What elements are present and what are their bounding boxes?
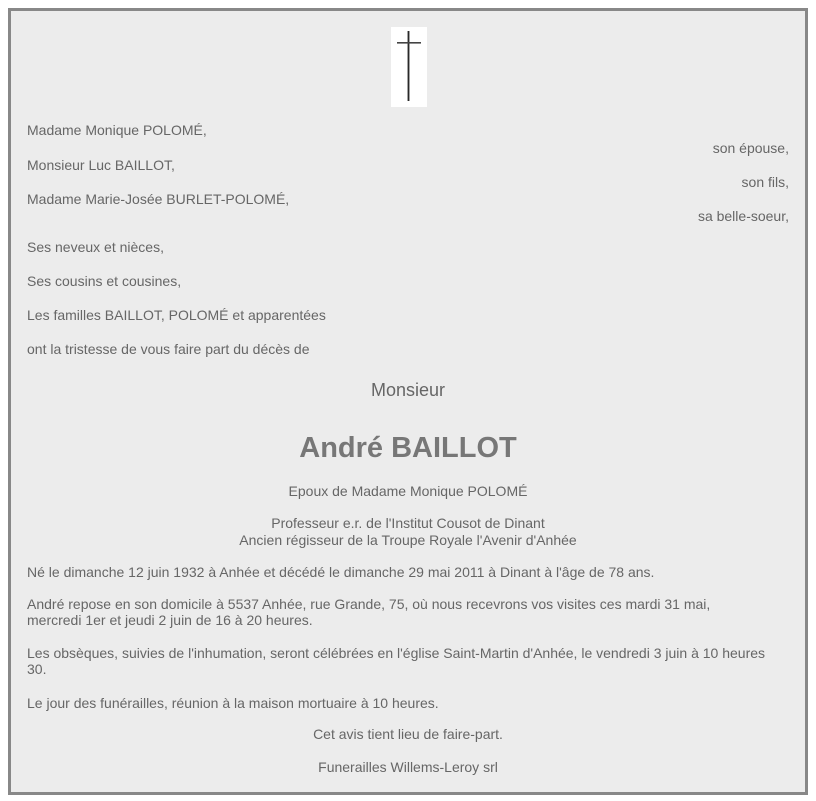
family-member-relation: son épouse, xyxy=(712,140,789,156)
birth-death-paragraph: Né le dimanche 12 juin 1932 à Anhée et décédé le dimanche 29 mai 2011 à Dinant à l'âge de 78 ans. xyxy=(27,564,655,580)
deceased-name: André BAILLOT xyxy=(299,432,517,464)
family-member-name: Madame Monique POLOMÉ, xyxy=(27,122,207,138)
family-member-name: Madame Marie-Josée BURLET-POLOMÉ, xyxy=(27,191,290,207)
notice-line: Cet avis tient lieu de faire-part. xyxy=(313,726,503,742)
family-member-relation: son fils, xyxy=(741,174,789,190)
family-member-relation: sa belle-soeur, xyxy=(697,208,789,224)
relatives-line: Ses neveux et nièces, xyxy=(27,239,164,255)
gathering-paragraph: Le jour des funérailles, réunion à la maison mortuaire à 10 heures. xyxy=(27,695,439,711)
funeral-company: Funerailles Willems-Leroy srl xyxy=(318,759,498,775)
visitation-paragraph: André repose en son domicile à 5537 Anhée, rue Grande, 75, où nous recevrons vos visites ces mardi 31 mai, mercredi 1er et jeudi 2 juin de 16 à 20 heures. xyxy=(27,596,711,628)
obituary-card xyxy=(8,8,808,795)
role-line: Ancien régisseur de la Troupe Royale l'Avenir d'Anhée xyxy=(239,532,577,548)
announcement-line: ont la tristesse de vous faire part du décès de xyxy=(27,341,310,357)
relatives-line: Les familles BAILLOT, POLOMÉ et apparentées xyxy=(27,307,326,323)
funeral-paragraph: Les obsèques, suivies de l'inhumation, seront célébrées en l'église Saint-Martin d'Anhée, le vendredi 3 juin à 10 heures 30. xyxy=(27,645,766,677)
relatives-line: Ses cousins et cousines, xyxy=(27,273,182,289)
family-member-name: Monsieur Luc BAILLOT, xyxy=(27,157,175,173)
role-line: Professeur e.r. de l'Institut Cousot de Dinant xyxy=(271,515,545,531)
deceased-title: Monsieur xyxy=(370,380,446,400)
spouse-line: Epoux de Madame Monique POLOMÉ xyxy=(288,483,528,499)
cross-icon xyxy=(391,27,427,107)
